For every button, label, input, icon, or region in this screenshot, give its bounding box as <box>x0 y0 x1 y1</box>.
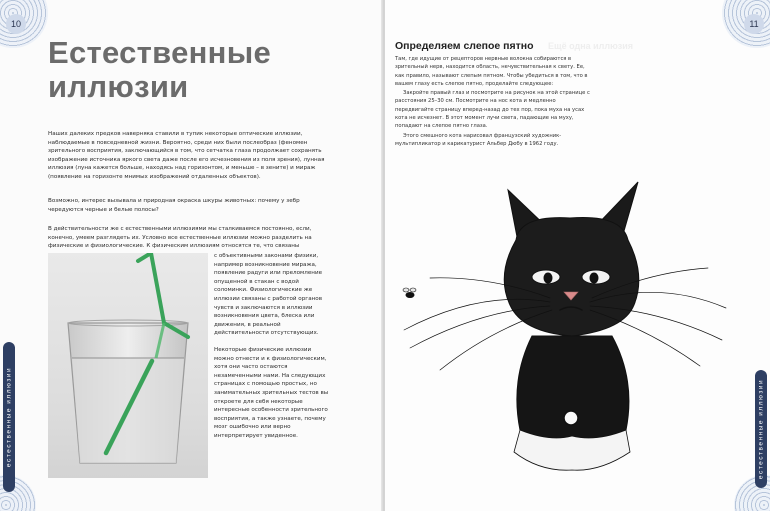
dubout-cat-drawing <box>400 180 730 485</box>
left-page <box>0 0 383 511</box>
side-tab-right <box>755 370 767 488</box>
cat-white-fur <box>514 430 630 470</box>
fly-icon <box>403 288 416 298</box>
glass-illustration <box>48 253 208 478</box>
side-tab-label: естественные иллюзии <box>757 378 765 480</box>
paragraph-intro: Наших далеких предков наверняка ставили в тупик некоторые оптические иллюзии, наблюдаемые в повседневной жизни. Вероятно, среди них были послеобраз (феномен зрительного восприятия, заключающийся в том, что сетчатка глаза продолжает сохранять изображение источника яркого света даже после его исчезновения из поля зрения), лунная иллюзия (луна кажется больше, находясь над горизонтом, и меньше – в зените) и мираж (появление на горизонте мнимых изображений отдаленных объектов). <box>48 131 325 180</box>
glass-with-straw-photo <box>48 253 208 478</box>
paragraph-zebra: Возможно, интерес вызывала и природная окраска шкуры животных: почему у зебр чередуются черные и белые полосы? <box>48 198 300 213</box>
title-line-2: иллюзии <box>48 69 189 104</box>
page-title <box>48 36 348 104</box>
cat-pupil-left <box>544 273 552 283</box>
cat-head <box>504 217 639 336</box>
section-heading: Определяем слепое пятно <box>395 40 534 52</box>
cat-illustration <box>400 180 730 485</box>
cat-pupil-right <box>590 273 598 283</box>
page-number-left: 10 <box>6 14 26 34</box>
cat-collar-bell <box>564 411 578 425</box>
side-tab-left <box>3 342 15 492</box>
paragraph-classification: В действительности же с естественными иллюзиями мы сталкиваемся постоянно, если, конечно, умеем разглядеть их. Условно все естественные иллюзии можно разделить на физические и физиологические. К физическим иллюзиям относятся те, что связаны <box>48 226 312 250</box>
paragraph-blind-spot: Там, где идущие от рецепторов нервные волокна собираются в зрительный нерв, находится область, нечувствительная к свету. Ее, как правило, называют слепым пятном. Чтобы убедиться в том, что в вашем глазу есть слепое пятно, проделайте следующее: <box>395 56 588 87</box>
side-tab-label: естественные иллюзии <box>5 366 13 468</box>
narrow-text-column <box>214 252 332 440</box>
paragraph-physical: с объективными законами физики, например возникновение миража, появление радуги или преломление опущенной в стакан с водой соломинки. Физиологические же иллюзии связаны с работой органов чувств и заключаются в иллюзии возникновения цвета, блеска или движения, в реальной действительности отсутствующих. <box>214 253 323 337</box>
title-line-1: Естественные <box>48 35 272 70</box>
paragraph-instructions: Закройте правый глаз и посмотрите на рисунок на этой странице с расстояния 25–30 см. Посмотрите на нос кота и медленно передвигайте страницу вперед-назад до тех пор, пока муха на усах кота не исчезнет. В этот момент лучи света, падающие на муху, попадают на слепое пятно глаза. <box>395 90 590 130</box>
show-through-text: Ещё одна иллюзия <box>548 41 634 51</box>
paragraph-physiological: Некоторые физические иллюзии можно отнести и к физиологическим, хотя они часто остаются незамеченными нами. На следующих страницах с помощью простых, но занимательных зрительных тестов вы откроете для себя некоторые интересные особенности зрительного восприятия, а также узнаете, почему мозг ошибочно или верно интерпретирует увиденное. <box>214 346 329 439</box>
page-number-right: 11 <box>744 14 764 34</box>
right-text-block <box>395 55 593 149</box>
paragraph-artist: Этого смешного кота нарисовал французский художник-мультипликатор и карикатурист Альбер Дюбу в 1962 году. <box>395 132 562 147</box>
